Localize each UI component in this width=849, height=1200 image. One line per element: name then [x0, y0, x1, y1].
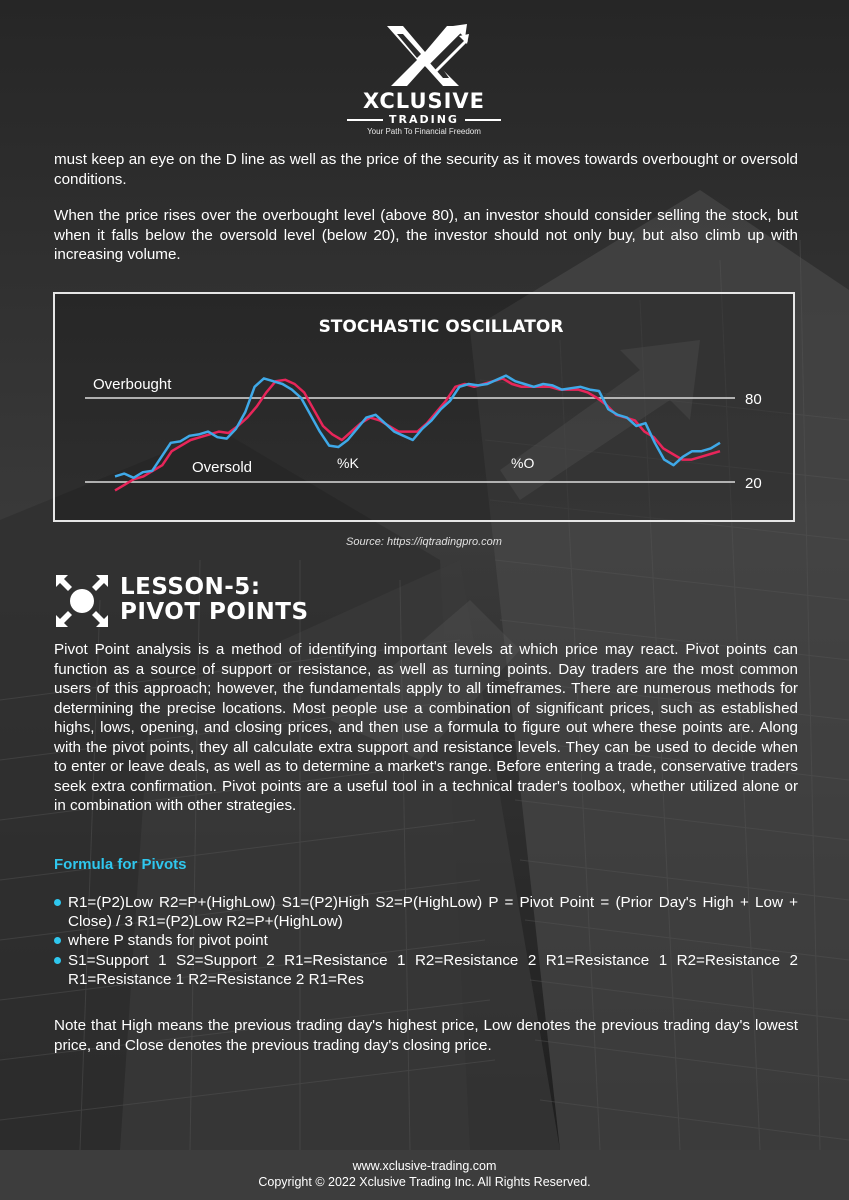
- chart-title: STOCHASTIC OSCILLATOR: [318, 317, 564, 337]
- lesson-title-line1: LESSON-5:: [120, 574, 261, 600]
- paragraph-levels: When the price rises over the overbought level (above 80), an investor should consider selling the stock, but when it falls below the oversold level (below 20), the investor should not only buy, but also climb up with increasing volume.: [54, 207, 798, 263]
- pivot-arrows-icon: [54, 572, 110, 630]
- d-series-label: %O: [511, 455, 535, 471]
- divider: [465, 119, 501, 121]
- lesson-title-line2: PIVOT POINTS: [120, 599, 309, 625]
- brand-sub-row: [324, 113, 524, 126]
- overbought-label: Overbought: [93, 376, 172, 393]
- divider: [347, 119, 383, 121]
- x-arrows-logo-icon: [379, 22, 469, 88]
- ref-label-80: 80: [745, 391, 762, 408]
- brand-name: XCLUSIVE: [362, 89, 486, 113]
- footer: [0, 1150, 849, 1200]
- bullet-icon: [54, 899, 61, 906]
- list-item: [54, 951, 798, 989]
- list-item: [54, 931, 798, 950]
- brand-tagline: Your Path To Financial Freedom: [367, 127, 481, 136]
- oversold-label: Oversold: [192, 459, 253, 476]
- footer-website: www.xclusive-trading.com: [352, 1159, 497, 1173]
- footer-copyright: Copyright © 2022 Xclusive Trading Inc. All Rights Reserved.: [258, 1175, 591, 1189]
- lesson-title: [120, 575, 309, 625]
- paragraph-intro: must keep an eye on the D line as well as the price of the security as it moves towards overbought or oversold conditions.: [54, 151, 798, 188]
- brand-logo: [324, 22, 524, 134]
- paragraph-pivot-points: Pivot Point analysis is a method of identifying important levels at which price may react. Pivot points can function as a source of support or resistance, as well as turning points. Day traders are the most common users of this approach; however, the fundamentals apply to all timeframes. There are numerous methods for determining the precise locations. Most people use a combination of significant prices, such as established highs, lows, opening, and closing prices, and then use a formula to figure out where these points are. Along with the pivot points, they all calculate extra support and resistance levels. They can be used to decide when to enter or leave deals, as well as to determine a market's range. Before entering a trade, conservative traders seek extra confirmation. Pivot points are a useful tool in a technical trader's toolbox, whether utilized alone or in combination with other strategies.: [54, 641, 798, 814]
- formula-heading: Formula for Pivots: [54, 856, 187, 873]
- bullet-icon: [54, 957, 61, 964]
- brand-sub: TRADING: [389, 113, 459, 126]
- list-item-text: R1=(P2)Low R2=P+(HighLow) S1=(P2)High S2=P(HighLow) P = Pivot Point = (Prior Day's High + Low + Close) / 3 R1=(P2)Low R2=P+(HighLow): [68, 894, 798, 931]
- list-item: [54, 893, 798, 931]
- bullet-icon: [54, 937, 61, 944]
- formula-list: [54, 893, 798, 989]
- chart-source: Source: https://iqtradingpro.com: [346, 536, 502, 548]
- list-item-text: S1=Support 1 S2=Support 2 R1=Resistance 1 R2=Resistance 2 R1=Resistance 1 R2=Resistance 2 R1=Resistance 1 R2=Resistance 2 R1=Res: [68, 951, 798, 988]
- chart-svg: [55, 294, 793, 520]
- paragraph-note: Note that High means the previous trading day's highest price, Low denotes the previous trading day's lowest price, and Close denotes the previous trading day's closing price.: [54, 1017, 798, 1054]
- list-item-text: where P stands for pivot point: [68, 932, 268, 950]
- stochastic-chart: [53, 292, 795, 522]
- ref-label-20: 20: [745, 475, 762, 492]
- k-series-label: %K: [337, 455, 359, 471]
